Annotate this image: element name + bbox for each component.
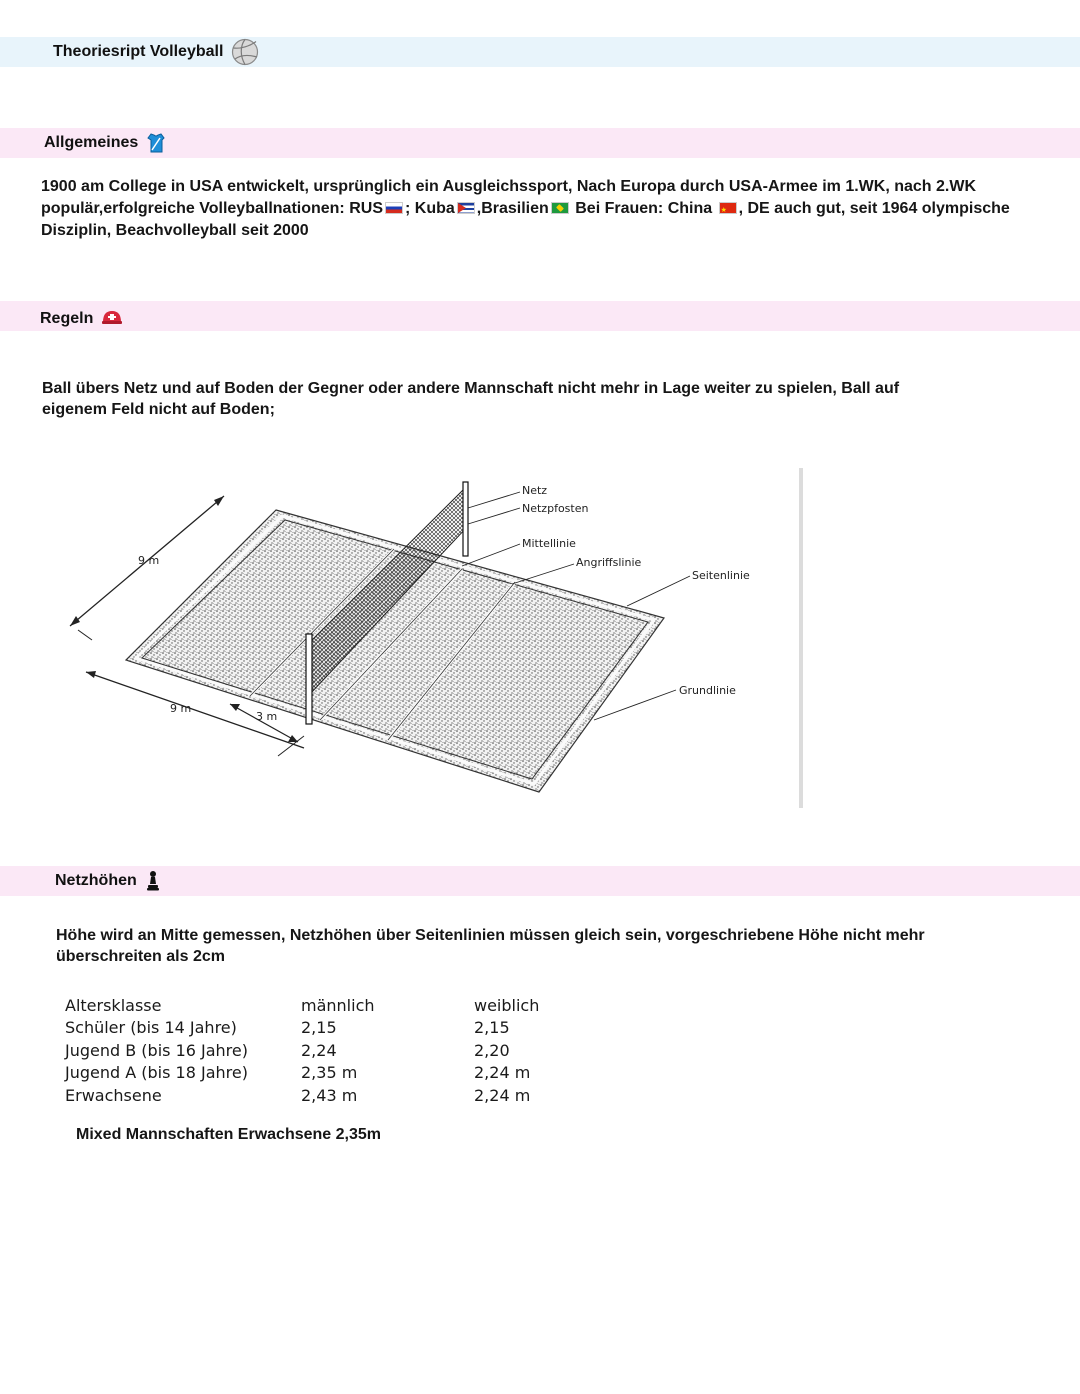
table-cell: Jugend A (bis 18 Jahre) — [65, 1063, 248, 1083]
table-cell: Erwachsene — [65, 1085, 162, 1105]
label-seitenlinie: Seitenlinie — [692, 569, 750, 582]
table-cell: 2,24 m — [474, 1085, 531, 1105]
regeln-text — [42, 378, 942, 420]
allgemeines-text — [41, 176, 1041, 242]
regeln-heading-text: Regeln — [40, 310, 94, 327]
table-header-row — [60, 994, 594, 1017]
page-title — [53, 37, 259, 67]
width-dim-label: 9 m — [138, 554, 160, 567]
netzhoehen-text — [56, 925, 956, 967]
net-heights-table — [60, 994, 594, 1107]
table-cell: 2,24 m — [474, 1063, 531, 1083]
mixed-teams-note: Mixed Mannschaften Erwachsene 2,35m — [76, 1126, 381, 1143]
regeln-line-2: eigenem Feld nicht auf Boden; — [42, 401, 275, 418]
netzhoehen-heading — [55, 866, 161, 896]
allgemeines-line-2e: , DE auch gut, seit 1964 olympische — [738, 200, 1010, 217]
attack-zone-dim-label: 3 m — [256, 710, 278, 723]
netzhoehen-line-1: Höhe wird an Mitte gemessen, Netzhöhen über Seitenlinien müssen gleich sein, vorgeschriebene Höhe nicht mehr — [56, 927, 925, 944]
shirt-icon — [146, 132, 166, 154]
label-grundlinie: Grundlinie — [679, 684, 736, 697]
table-cell: 2,35 m — [301, 1063, 358, 1083]
label-mittellinie: Mittellinie — [522, 537, 576, 550]
table-cell: 2,15 — [474, 1018, 510, 1038]
cuba-flag-icon — [457, 202, 475, 214]
allgemeines-line-2c: ,Brasilien — [476, 200, 549, 217]
netzhoehen-line-2: überschreiten als 2cm — [56, 948, 225, 965]
scroll-edge — [799, 468, 803, 808]
label-netz: Netz — [522, 484, 548, 497]
table-cell: 2,24 — [301, 1040, 337, 1060]
table-row — [60, 1062, 594, 1085]
label-netzpfosten: Netzpfosten — [522, 502, 589, 515]
brazil-flag-icon — [551, 202, 569, 214]
table-header-cell: Altersklasse — [65, 995, 162, 1015]
table-cell: 2,15 — [301, 1018, 337, 1038]
length-dim-label: 9 m — [170, 702, 192, 715]
allgemeines-heading — [44, 128, 166, 158]
regeln-line-1: Ball übers Netz und auf Boden der Gegner oder andere Mannschaft nicht mehr in Lage weiter zu spielen, Ball auf — [42, 380, 900, 397]
allgemeines-line-1: 1900 am College in USA entwickelt, ursprünglich ein Ausgleichssport, Nach Europa durch USA-Armee im 1.WK, nach 2.WK — [41, 178, 977, 195]
volleyball-icon — [231, 38, 259, 66]
table-cell: Schüler (bis 14 Jahre) — [65, 1018, 237, 1038]
table-cell: 2,20 — [474, 1040, 510, 1060]
table-row — [60, 1039, 594, 1062]
chess-pawn-icon — [145, 870, 161, 892]
volleyball-court-diagram — [42, 466, 812, 811]
net-post-left — [306, 634, 312, 724]
label-angriffslinie: Angriffslinie — [576, 556, 642, 569]
table-row — [60, 1084, 594, 1107]
allgemeines-line-3: Disziplin, Beachvolleyball seit 2000 — [41, 222, 309, 239]
table-cell: Jugend B (bis 16 Jahre) — [65, 1040, 248, 1060]
table-row — [60, 1017, 594, 1040]
allgemeines-line-2d: Bei Frauen: China — [570, 200, 713, 217]
court-surface — [126, 510, 664, 792]
allgemeines-line-2a: populär,erfolgreiche Volleyballnationen: RUS — [41, 200, 383, 217]
table-header-cell: weiblich — [474, 995, 540, 1015]
page-title-text: Theoriesript Volleyball — [53, 43, 224, 60]
russia-flag-icon — [385, 202, 403, 214]
netzhoehen-band — [0, 866, 1080, 896]
table-header-cell: männlich — [301, 995, 375, 1015]
china-flag-icon — [719, 202, 737, 214]
table-cell: 2,43 m — [301, 1085, 358, 1105]
net-post-right — [463, 482, 468, 556]
allgemeines-line-2 — [41, 198, 1041, 220]
netzhoehen-heading-text: Netzhöhen — [55, 872, 137, 889]
regeln-band — [0, 301, 1080, 331]
allgemeines-line-2b: ; Kuba — [404, 200, 455, 217]
regeln-heading — [40, 304, 123, 334]
helmet-icon — [101, 308, 123, 330]
allgemeines-heading-text: Allgemeines — [44, 134, 139, 151]
